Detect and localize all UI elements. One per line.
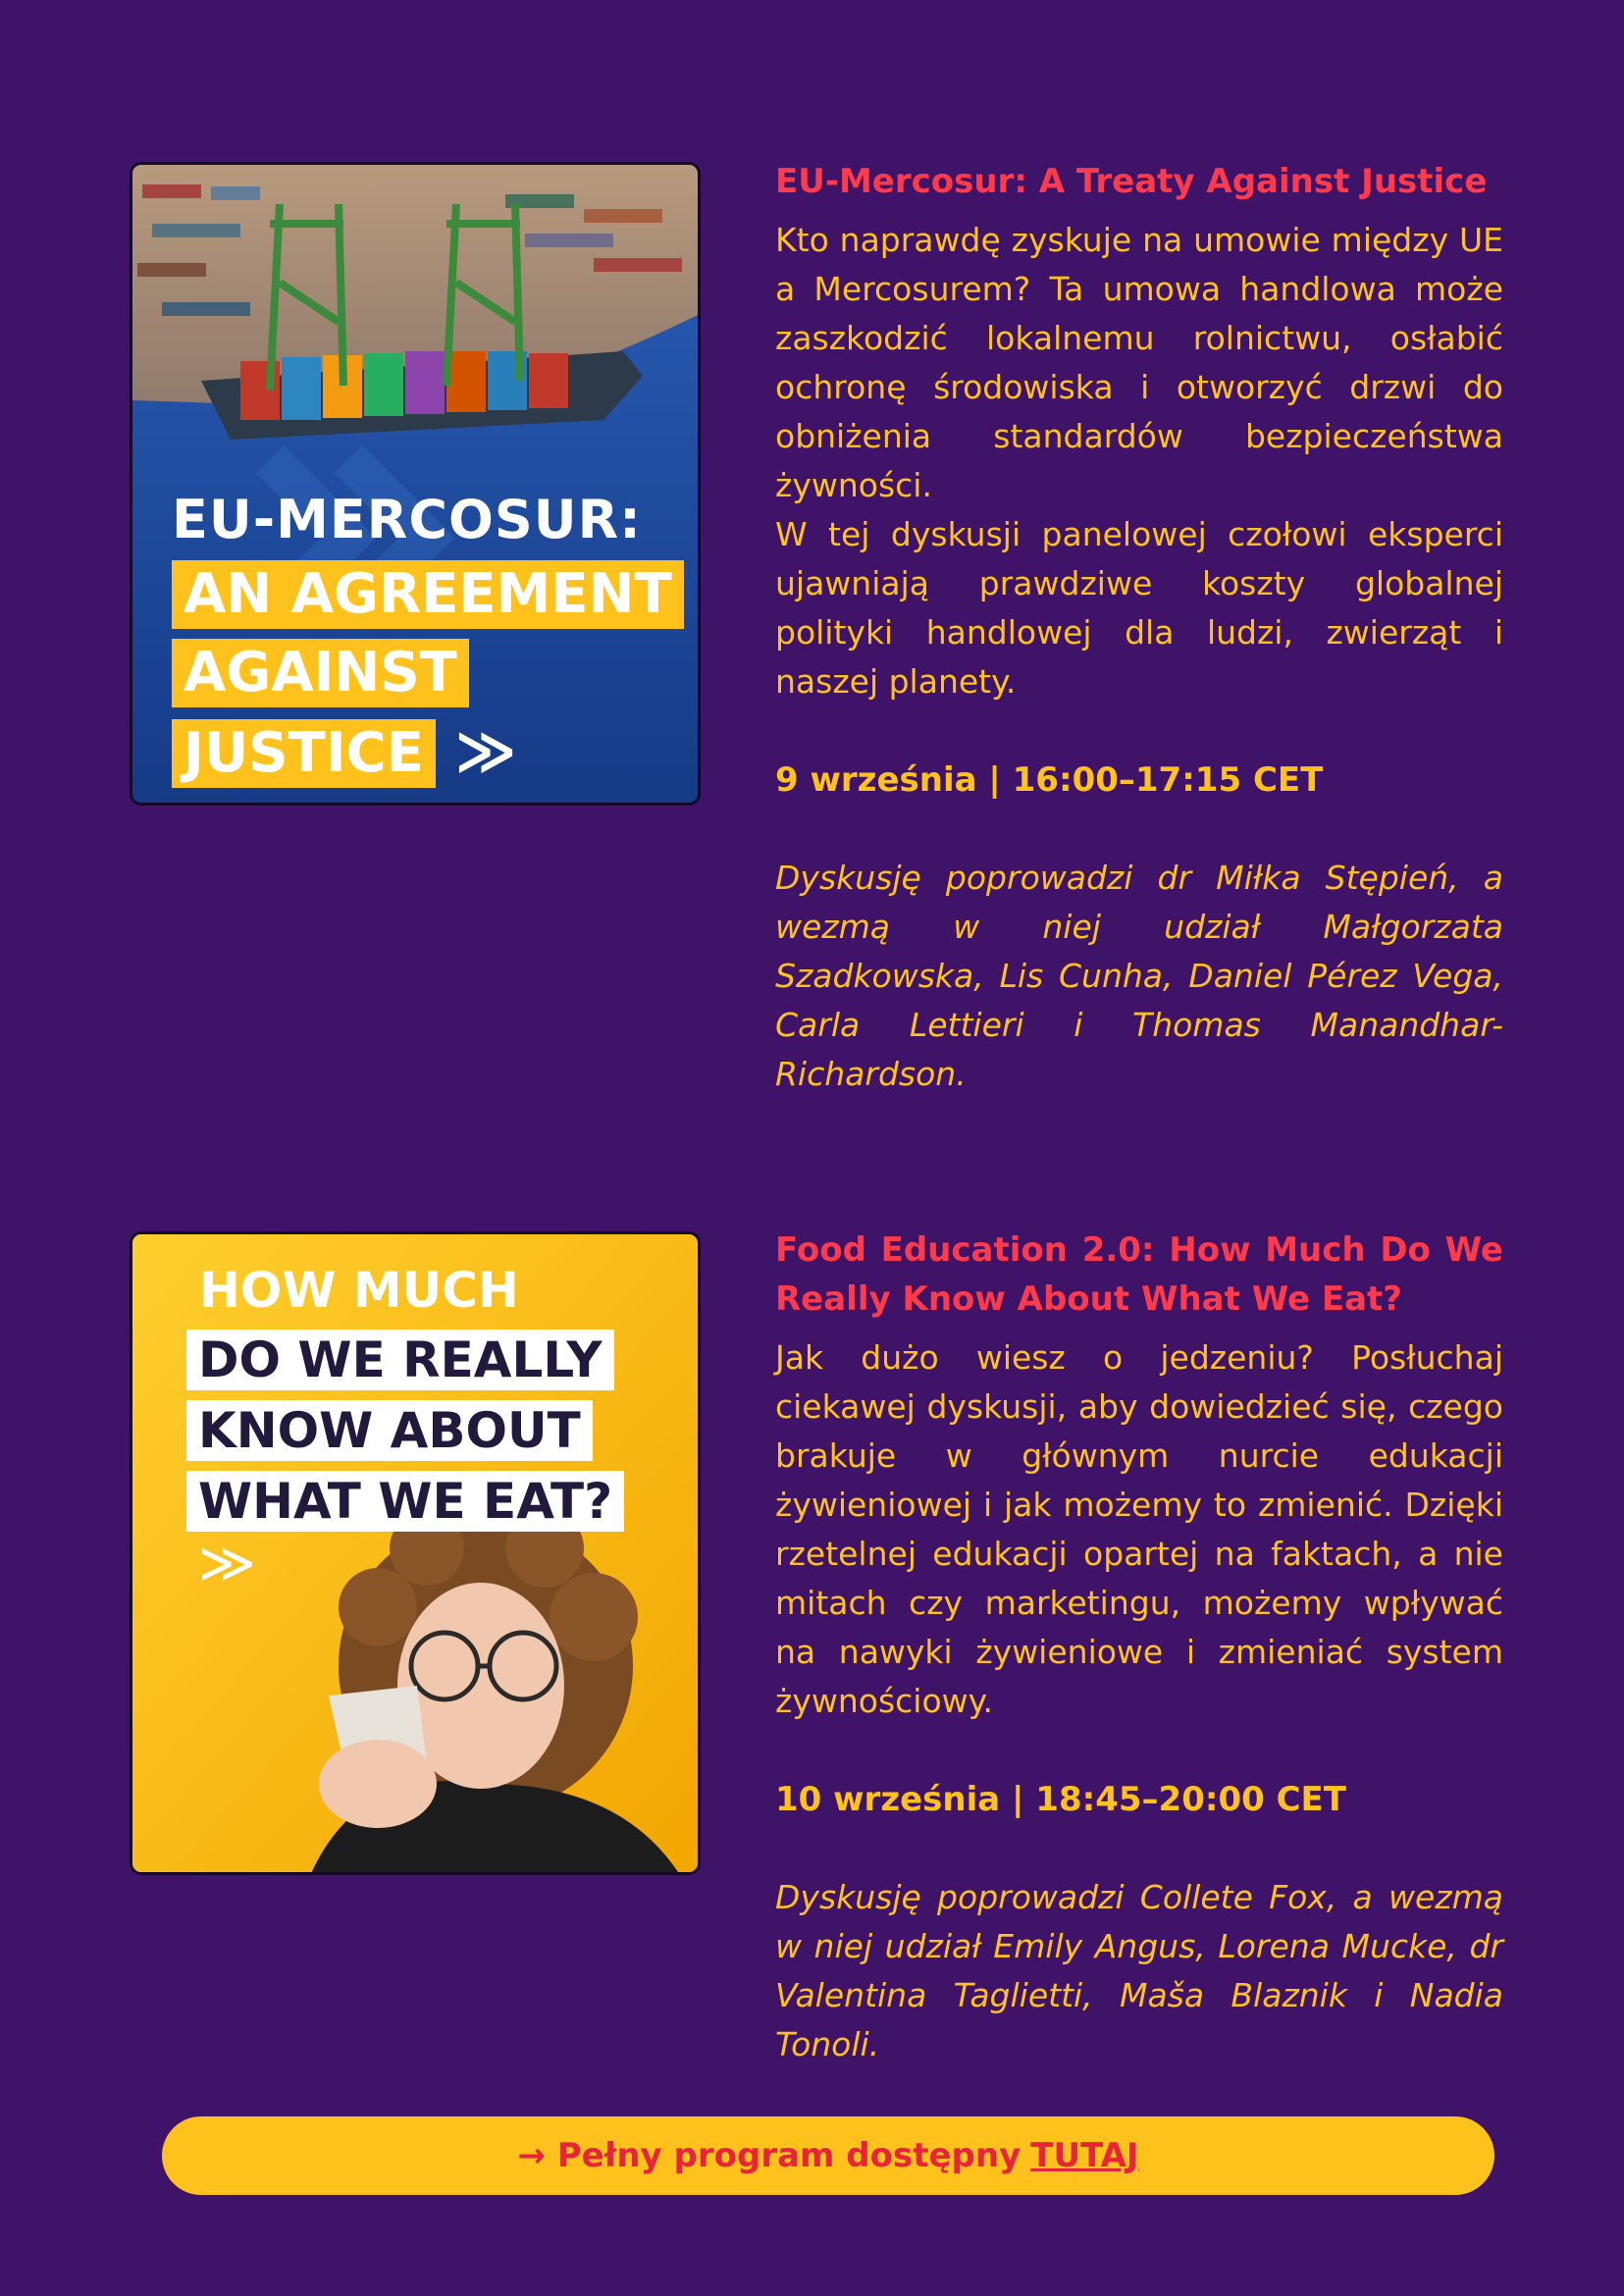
event-date: 10 września | 18:45–20:00 CET xyxy=(775,1780,1346,1819)
event-details xyxy=(775,1226,1503,2069)
poster-line-2: DO WE REALLY xyxy=(186,1330,614,1390)
poster-line-2: AN AGREEMENT xyxy=(172,560,684,629)
event-date: 9 września | 16:00–17:15 CET xyxy=(775,760,1324,800)
full-program-link[interactable]: TUTAJ xyxy=(1030,2136,1139,2175)
description-paragraph-1: Kto naprawdę zyskuje na umowie między UE a Mercosurem? Ta umowa handlowa może zaszkodzić lokalnemu rolnictwu, osłabić ochronę środowiska i otworzyć drzwi do obniżenia standardów bezpieczeństwa żywności. xyxy=(775,221,1503,504)
cta-text: → Pełny program dostępny xyxy=(517,2136,1022,2175)
poster-line-1: HOW MUCH xyxy=(199,1262,519,1319)
full-program-banner[interactable] xyxy=(162,2116,1494,2195)
chevrons-icon: ≫ xyxy=(454,717,517,786)
chevrons-icon: ≫ xyxy=(198,1532,256,1595)
food-education-poster xyxy=(130,1231,701,1875)
event-speakers: Dyskusję poprowadzi dr Miłka Stępień, a wezmą w niej udział Małgorzata Szadkowska, Lis Cunha, Daniel Pérez Vega, Carla Lettieri i Thomas Manandhar-Richardson. xyxy=(775,859,1503,1093)
poster-line-4: WHAT WE EAT? xyxy=(186,1471,624,1532)
event-details xyxy=(775,157,1503,1099)
event-description: Jak dużo wiesz o jedzeniu? Posłuchaj ciekawej dyskusji, aby dowiedzieć się, czego brakuje w głównym nurcie edukacji żywieniowej i jak możemy to zmienić. Dzięki rzetelnej edukacji opartej na faktach, a nie mitach czy marketingu, możemy wpływać na nawyki żywieniowe i zmieniać system żywnościowy. xyxy=(775,1338,1503,1720)
eu-mercosur-poster xyxy=(130,162,701,806)
event-description xyxy=(775,216,1503,706)
poster-highlights xyxy=(186,1330,698,1595)
description-paragraph-2: W tej dyskusji panelowej czołowi eksperci ujawniają prawdziwe koszty globalnej polityki handlowej dla ludzi, zwierząt i naszej planety. xyxy=(775,515,1503,701)
poster-line-4: JUSTICE xyxy=(172,719,436,788)
poster-line-3: KNOW ABOUT xyxy=(186,1400,593,1461)
event-speakers: Dyskusję poprowadzi Collete Fox, a wezmą w niej udział Emily Angus, Lorena Mucke, dr Valentina Taglietti, Maša Blaznik i Nadia Tonoli. xyxy=(775,1878,1503,2063)
poster-headline xyxy=(172,489,684,798)
event-title: Food Education 2.0: How Much Do We Really Know About What We Eat? xyxy=(775,1230,1503,1319)
poster-line-3: AGAINST xyxy=(172,639,469,707)
poster-line-1: EU-MERCOSUR: xyxy=(172,489,642,550)
event-title: EU-Mercosur: A Treaty Against Justice xyxy=(775,162,1488,201)
